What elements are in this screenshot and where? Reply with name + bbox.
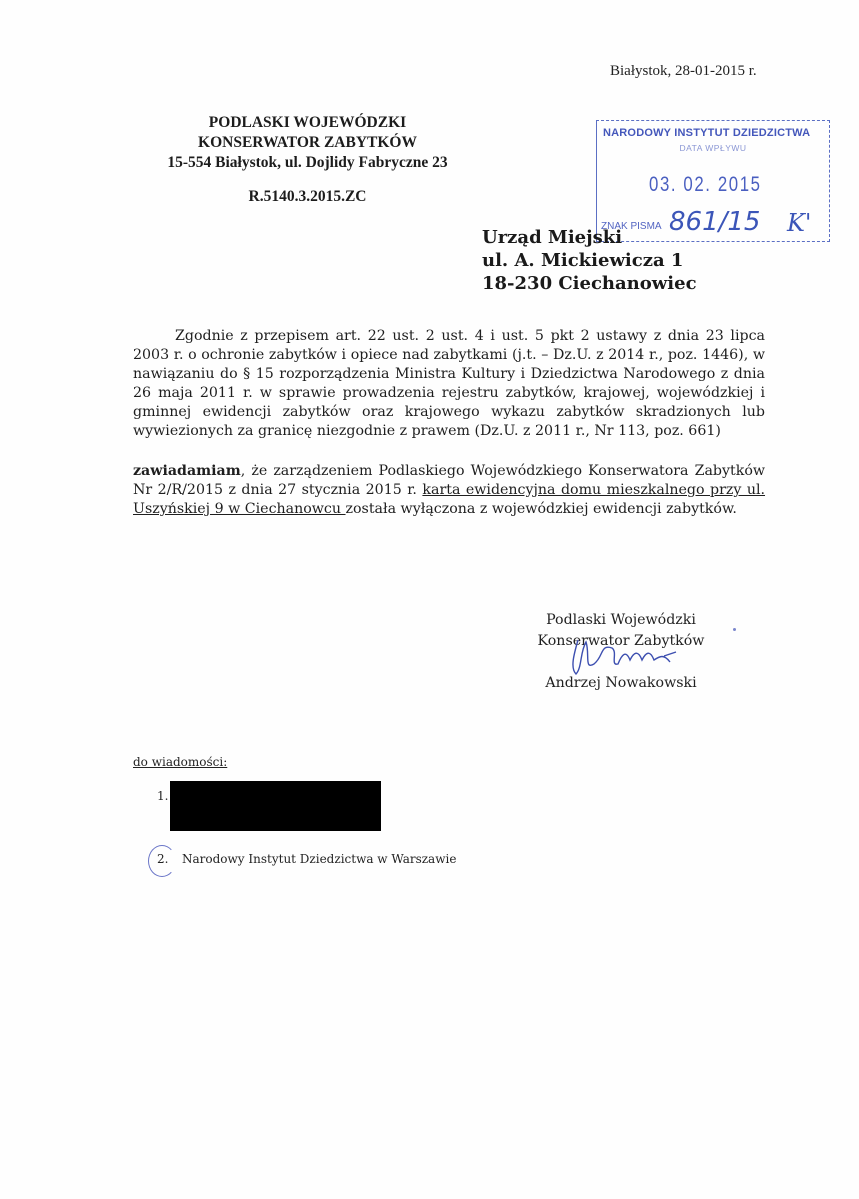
distribution-item-1-number: 1. — [157, 789, 169, 803]
stamp-date-label: DATA WPŁYWU — [679, 143, 747, 153]
notice-lead: zawiadamiam — [133, 463, 241, 479]
handwritten-signature-icon — [560, 634, 690, 678]
stamp-ref-value: 861/15 — [669, 207, 761, 237]
stamp-received-date: 03. 02. 2015 — [649, 173, 762, 196]
notice-underlined: karta ewidencyjna domu mieszkalnego przy ul. Uszyńskiej 9 w Ciechanowcu — [133, 482, 766, 517]
body-paragraph-notice — [133, 462, 765, 519]
stamp-institution: NARODOWY INSTYTUT DZIEDZICTWA — [603, 127, 811, 139]
sender-line-1: PODLASKI WOJEWÓDZKI — [208, 114, 407, 131]
distribution-heading: do wiadomości: — [133, 755, 228, 769]
ink-dot — [733, 628, 736, 631]
sender-block — [135, 113, 480, 173]
signature-title-1: Podlaski Wojewódzki — [546, 612, 696, 628]
recipient-line-1: Urząd Miejski — [482, 227, 623, 248]
recipient-block — [482, 226, 697, 295]
sender-address: 15-554 Białystok, ul. Dojlidy Fabryczne 23 — [167, 154, 448, 171]
sender-line-2: KONSERWATOR ZABYTKÓW — [198, 134, 417, 151]
place-date: Białystok, 28-01-2015 r. — [610, 63, 757, 79]
distribution-item-2-number: 2. — [157, 852, 169, 866]
notice-text-b: została wyłączona z wojewódzkiej ewidencji zabytków. — [345, 501, 737, 517]
redaction-box — [170, 781, 381, 831]
signature-title-2: Konserwator Zabytków — [537, 633, 705, 649]
recipient-line-2: ul. A. Mickiewicza 1 — [482, 250, 684, 271]
recipient-line-3: 18-230 Ciechanowiec — [482, 273, 697, 294]
signature-name: Andrzej Nowakowski — [545, 675, 697, 691]
distribution-item-2-text: Narodowy Instytut Dziedzictwa w Warszawie — [182, 852, 457, 866]
stamp-ref-label: ZNAK PISMA — [601, 221, 662, 232]
receipt-stamp — [596, 120, 830, 242]
reference-number: R.5140.3.2015.ZC — [248, 188, 367, 205]
body-paragraph-legal-basis: Zgodnie z przepisem art. 22 ust. 2 ust. 4 i ust. 5 pkt 2 ustawy z dnia 23 lipca 2003 r. o ochronie zabytków i opiece nad zabytkami (j.t. – Dz.U. z 2014 r., poz. 1446), w nawiązaniu do § 15 rozporządzenia Ministra Kultury i Dziedzictwa Narodowego z dnia 26 maja 2011 r. w sprawie prowadzenia rejestru zabytków, krajowej, wojewódzkiej i gminnej ewidencji zabytków oraz krajowego wykazu zabytków skradzionych lub wywiezionych za granicę niezgodnie z prawem (Dz.U. z 2011 r., Nr 113, poz. 661) — [133, 328, 765, 439]
notice-text-a: , że zarządzeniem Podlaskiego Wojewódzkiego Konserwatora Zabytków Nr 2/R/2015 z dnia 27 stycznia 2015 r. — [133, 463, 765, 498]
stamp-initials: K' — [787, 209, 812, 237]
